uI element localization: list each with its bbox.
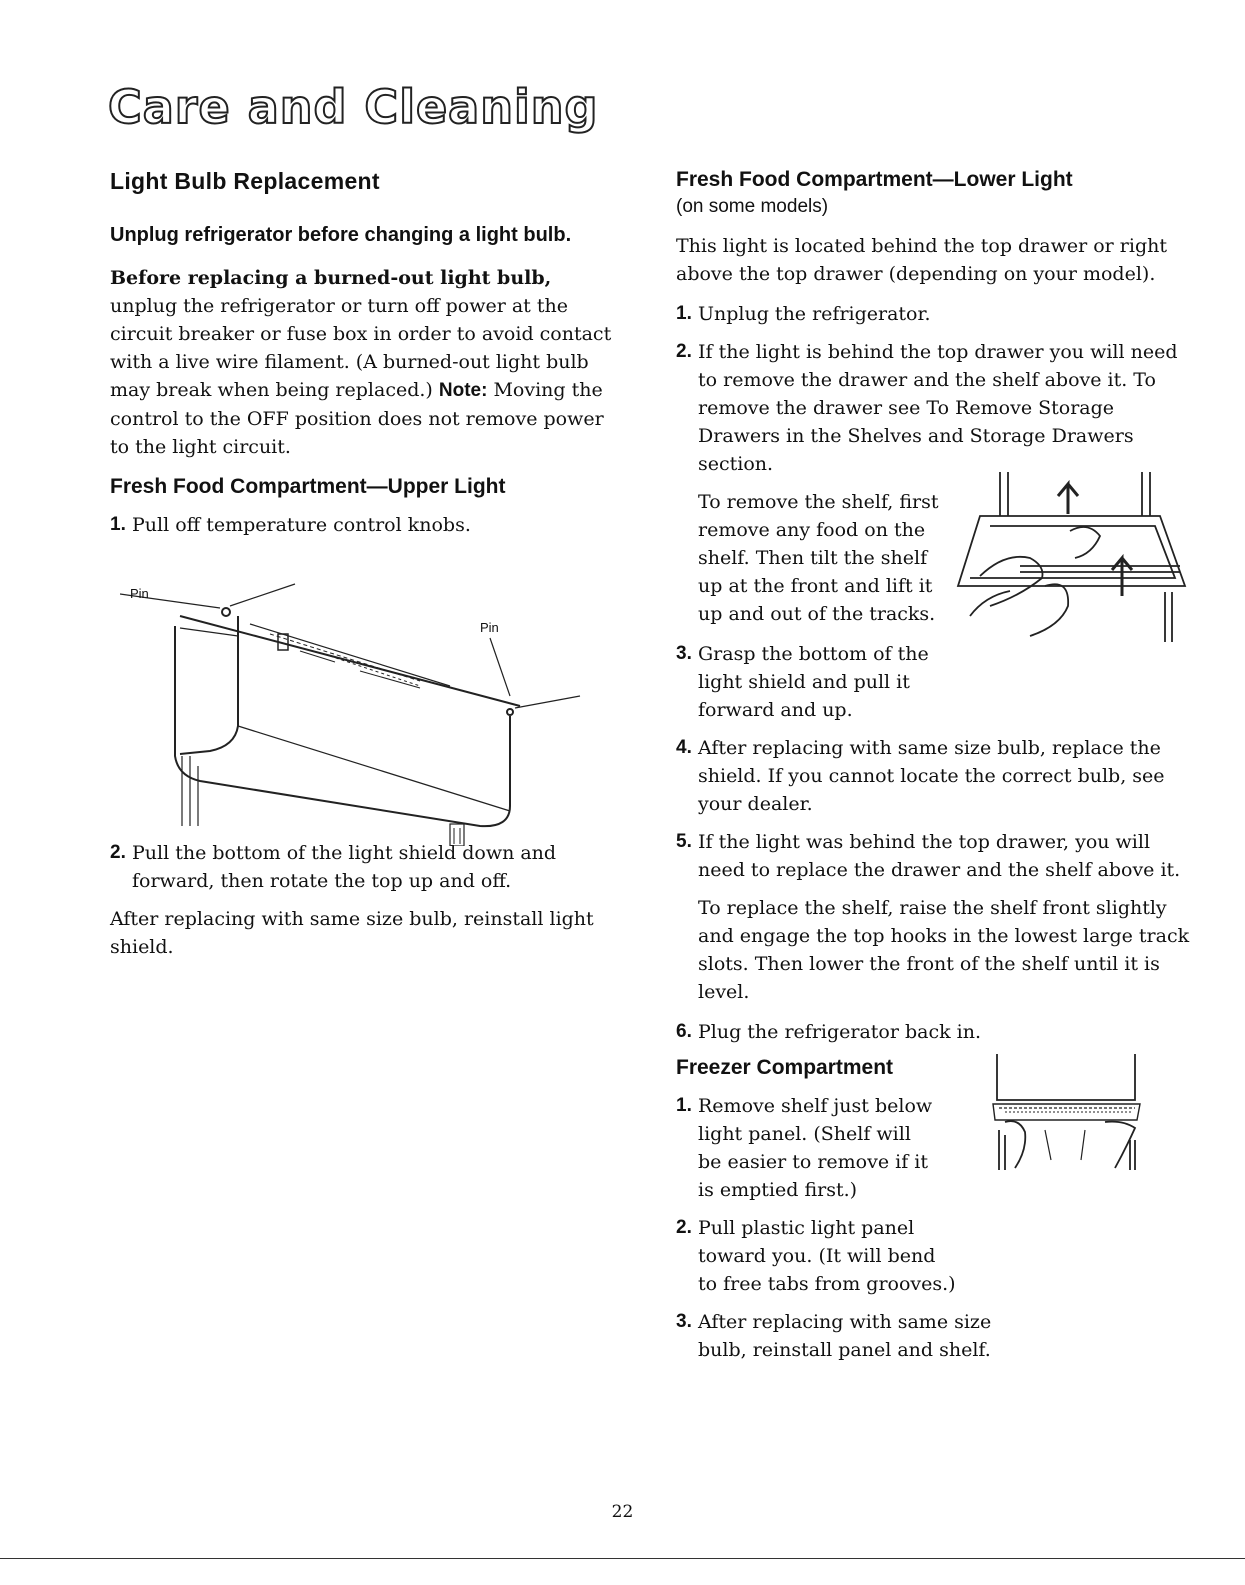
pin-label-left: Pin bbox=[130, 586, 149, 601]
step-text: Grasp the bottom of the light shield and pull it forward and up. bbox=[698, 643, 929, 721]
freezer-light-panel-illustration bbox=[985, 1050, 1145, 1176]
shelf-removal-illustration bbox=[950, 466, 1190, 666]
lower-light-models-note: (on some models) bbox=[676, 196, 829, 217]
step-number: 2. bbox=[676, 341, 692, 362]
upper-steps-part1 bbox=[110, 511, 620, 539]
upper-light-heading: Fresh Food Compartment—Upper Light bbox=[110, 475, 506, 498]
replace-shelf-text: To replace the shelf, raise the shelf front slightly and engage the top hooks in the lowest large track slots. Then lower the front of the shelf until it is level. bbox=[698, 897, 1190, 1003]
section-heading-light-bulb: Light Bulb Replacement bbox=[110, 168, 380, 194]
step-number: 1. bbox=[676, 1095, 692, 1116]
list-item bbox=[676, 338, 1196, 478]
intro-text: unplug the refrigerator or turn off power at the circuit breaker or fuse box in order to avoid contact with a live wire filament. (A burned-out light bulb may break when being replaced.) bbox=[110, 295, 612, 401]
note-text: Moving the control to the OFF position does not remove power to the light circuit. bbox=[110, 379, 604, 458]
lower-steps-a bbox=[676, 300, 1196, 478]
right-column bbox=[676, 168, 1196, 1374]
step-number: 6. bbox=[676, 1021, 692, 1042]
step-number: 2. bbox=[110, 842, 126, 863]
step-number: 3. bbox=[676, 1311, 692, 1332]
intro-paragraph bbox=[110, 264, 620, 461]
list-item bbox=[676, 1214, 958, 1298]
page-number: 22 bbox=[611, 1502, 634, 1522]
pin-label-right: Pin bbox=[480, 620, 499, 635]
step-text: After replacing with same size bulb, reinstall panel and shelf. bbox=[698, 1311, 992, 1361]
upper-steps-part2 bbox=[110, 839, 620, 895]
list-item bbox=[676, 300, 1196, 328]
step-number: 4. bbox=[676, 737, 692, 758]
intro-bold: Before replacing a burned-out light bulb, bbox=[110, 267, 552, 289]
step-text: Remove shelf just below light panel. (Shelf will be easier to remove if it is emptied first.) bbox=[698, 1095, 933, 1201]
step-text: Pull off temperature control knobs. bbox=[132, 514, 471, 536]
step-text: After replacing with same size bulb, replace the shield. If you cannot locate the correct bulb, see your dealer. bbox=[698, 737, 1165, 815]
step-number: 2. bbox=[676, 1217, 692, 1238]
step-text: If the light is behind the top drawer you will need to remove the drawer and the shelf above it. To remove the drawer see To Remove Storage Drawers in the Shelves and Storage Drawers section. bbox=[698, 341, 1178, 475]
bottom-rule bbox=[0, 1558, 1245, 1559]
page-title: Care and Cleaning bbox=[108, 80, 599, 134]
list-item bbox=[676, 734, 1196, 818]
step-text: Unplug the refrigerator. bbox=[698, 303, 931, 325]
step-number: 1. bbox=[676, 303, 692, 324]
lower-light-heading: Fresh Food Compartment—Lower Light bbox=[676, 168, 1073, 191]
lower-intro: This light is located behind the top drawer or right above the top drawer (depending on your model). bbox=[676, 235, 1167, 285]
step-text: Pull plastic light panel toward you. (It will bend to free tabs from grooves.) bbox=[698, 1217, 956, 1295]
list-item bbox=[110, 839, 620, 895]
list-item bbox=[676, 640, 948, 724]
step-number: 3. bbox=[676, 643, 692, 664]
list-item bbox=[110, 511, 620, 539]
list-item bbox=[676, 1018, 1196, 1046]
freezer-heading: Freezer Compartment bbox=[676, 1056, 894, 1079]
step-number: 1. bbox=[110, 514, 126, 535]
left-column bbox=[110, 168, 620, 973]
unplug-warning: Unplug refrigerator before changing a light bulb. bbox=[110, 224, 572, 246]
lower-steps-b bbox=[676, 640, 1196, 884]
list-item bbox=[676, 1308, 1043, 1364]
lower-steps-c bbox=[676, 1018, 1196, 1046]
step-text: If the light was behind the top drawer, you will need to replace the drawer and the shelf above it. bbox=[698, 831, 1181, 881]
step-text: Plug the refrigerator back in. bbox=[698, 1021, 982, 1043]
list-item bbox=[676, 1092, 933, 1204]
remove-shelf-text: To remove the shelf, first remove any food on the shelf. Then tilt the shelf up at the front and lift it up and out of the tracks. bbox=[698, 491, 939, 625]
step-number: 5. bbox=[676, 831, 692, 852]
step-text: Pull the bottom of the light shield down and forward, then rotate the top up and off. bbox=[132, 842, 557, 892]
note-label: Note: bbox=[438, 380, 488, 401]
list-item bbox=[676, 828, 1196, 884]
upper-light-shield-illustration bbox=[120, 576, 590, 846]
upper-after-text: After replacing with same size bulb, reinstall light shield. bbox=[110, 908, 594, 958]
